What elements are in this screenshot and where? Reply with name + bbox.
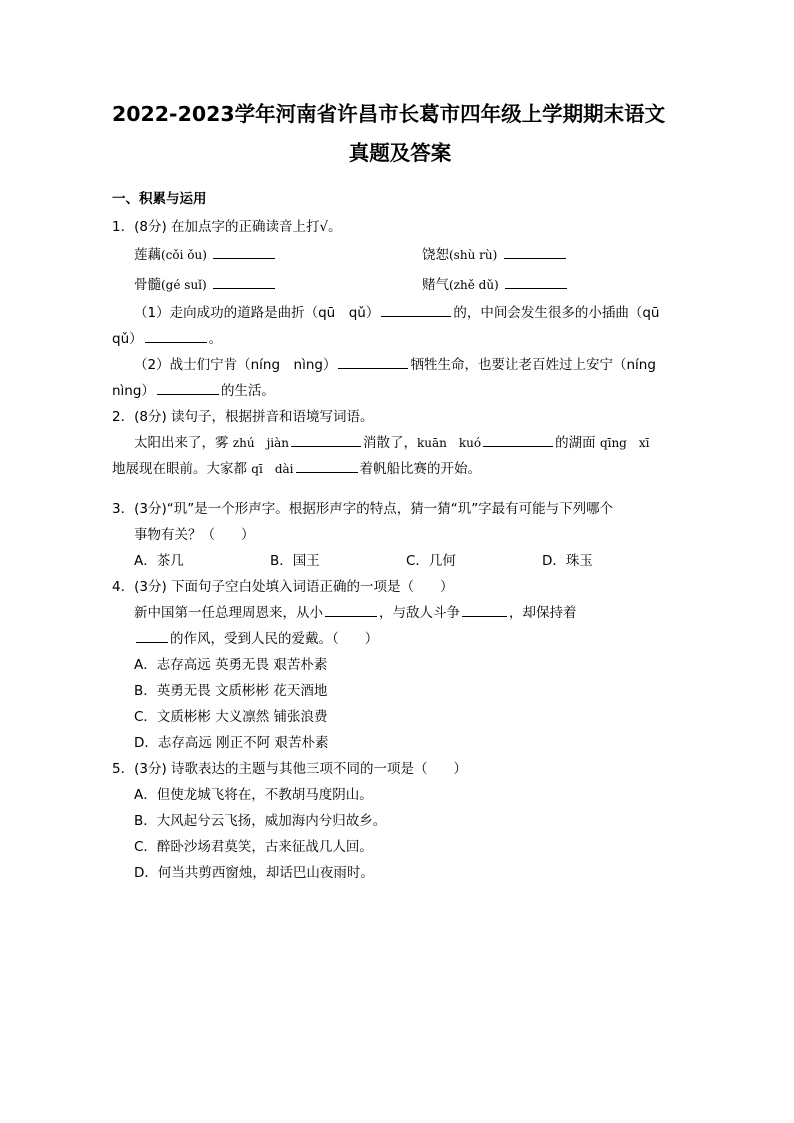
pinyin-word: 饶恕 xyxy=(422,247,449,263)
option-c[interactable]: C．醉卧沙场君莫笑，古来征战几人回。 xyxy=(134,839,373,855)
page-title-line-2: 真题及答案 xyxy=(348,141,452,165)
q3-stem-tail-text: 事物有关？（ xyxy=(134,527,215,543)
option-b[interactable]: B．大风起兮云飞扬，威加海内兮归故乡。 xyxy=(134,813,387,829)
question-5-stem xyxy=(112,756,688,782)
q4-text-d: 的作风，受到人民的爱戴。（ xyxy=(170,631,339,647)
option-a[interactable]: A．但使龙城飞将在，不教胡马度阴山。 xyxy=(134,787,373,803)
answer-blank[interactable] xyxy=(483,434,553,447)
pinyin-word: 赌气 xyxy=(422,277,449,293)
question-3-stem-line-2 xyxy=(112,522,688,548)
question-3 xyxy=(112,496,688,574)
q4-text-b: ，与敌人斗争 xyxy=(379,605,460,621)
answer-blank[interactable] xyxy=(325,604,377,617)
q4-paren-close-2: ） xyxy=(364,631,379,647)
sub-2-text-b: 牺牲生命，也要让老百姓过上安宁（níng xyxy=(410,357,656,373)
q2-pinyin-4: qī dài xyxy=(251,462,294,476)
q2-text-d: 地展现在眼前。大家都 xyxy=(112,461,247,477)
question-1-sub-2-cont xyxy=(112,378,688,404)
answer-blank[interactable] xyxy=(462,604,507,617)
answer-blank[interactable] xyxy=(505,276,567,289)
question-1-sub-1-cont xyxy=(112,326,688,352)
option-d[interactable]: D．何当共剪西窗烛，却话巴山夜雨时。 xyxy=(134,865,374,881)
question-3-stem-line-1: 3．(3分)“玑”是一个形声字。根据形声字的特点，猜一猜“玑”字最有可能与下列哪个 xyxy=(112,501,614,517)
question-4-body-line-2 xyxy=(112,626,688,652)
question-4-body-line-1 xyxy=(112,600,688,626)
answer-blank[interactable] xyxy=(504,246,566,259)
question-2 xyxy=(112,404,688,482)
q2-text-b: 消散了， xyxy=(363,435,418,451)
pinyin-cell xyxy=(422,240,710,270)
answer-blank[interactable] xyxy=(145,330,207,343)
sub-2-text-d: 的生活。 xyxy=(220,383,275,399)
option-d[interactable]: D．珠玉 xyxy=(542,553,593,569)
answer-blank[interactable] xyxy=(213,276,275,289)
pinyin-cell xyxy=(134,270,422,300)
q4-paren-close: ） xyxy=(440,579,454,595)
question-4 xyxy=(112,574,688,756)
section-heading: 一、积累与运用 xyxy=(112,191,207,207)
option-c[interactable]: C．几何 xyxy=(406,553,456,569)
question-2-stem: 2．(8分) 读句子，根据拼音和语境写词语。 xyxy=(112,409,374,425)
sub-1-text-c: qǔ） xyxy=(112,331,143,347)
pinyin-word: 莲藕 xyxy=(134,247,161,263)
sub-1-text-d: 。 xyxy=(208,331,223,347)
option-a[interactable]: A．茶几 xyxy=(134,553,184,569)
q2-text-a: 太阳出来了，雾 xyxy=(134,435,229,451)
question-5 xyxy=(112,756,688,886)
q4-text-c: ，却保持着 xyxy=(509,605,577,621)
page-title-line-1: 2022-2023学年河南省许昌市长葛市四年级上学期期末语文 xyxy=(112,102,666,126)
q3-paren-close: ） xyxy=(241,527,255,543)
question-1 xyxy=(112,214,688,404)
answer-blank[interactable] xyxy=(291,434,361,447)
option-c[interactable]: C．文质彬彬 大义凛然 铺张浪费 xyxy=(134,709,328,725)
pinyin-reading: (cǒi ǒu) xyxy=(161,248,207,262)
sub-2-text-c: nìng） xyxy=(112,383,155,399)
question-3-options xyxy=(112,548,688,574)
q5-paren-close: ） xyxy=(453,761,468,777)
question-5-options xyxy=(112,782,688,886)
sub-1-text-a: （1）走向成功的道路是曲折（qū qǔ） xyxy=(134,305,380,321)
answer-blank[interactable] xyxy=(213,246,275,259)
sub-1-text-b: 的，中间会发生很多的小插曲（qū xyxy=(453,305,660,321)
sub-2-text-a: （2）战士们宁肯（níng nìng） xyxy=(134,357,337,373)
option-d[interactable]: D．志存高远 刚正不阿 艰苦朴素 xyxy=(134,735,329,751)
question-1-sub-2 xyxy=(112,352,688,378)
pinyin-reading: (shù rù) xyxy=(449,248,498,262)
q2-pinyin-3: qīng xī xyxy=(599,436,650,450)
q5-stem-text: 5．(3分) 诗歌表达的主题与其他三项不同的一项是（ xyxy=(112,761,428,777)
page-title xyxy=(112,95,688,173)
spacer xyxy=(112,482,688,496)
pinyin-cell xyxy=(422,270,710,300)
pinyin-row xyxy=(134,240,688,270)
q2-pinyin-1: zhú jiàn xyxy=(232,436,290,450)
question-1-sub-1 xyxy=(112,300,688,326)
q4-stem-text: 4．(3分) 下面句子空白处填入词语正确的一项是（ xyxy=(112,579,415,595)
pinyin-reading: (zhě dǔ) xyxy=(449,278,499,292)
page-content xyxy=(112,95,688,886)
question-2-line-2 xyxy=(112,456,688,482)
option-b[interactable]: B．英勇无畏 文质彬彬 花天酒地 xyxy=(134,683,328,699)
answer-blank[interactable] xyxy=(338,356,408,369)
question-4-options xyxy=(112,652,688,756)
q2-text-e: 着帆船比赛的开始。 xyxy=(359,461,481,477)
question-1-stem: 1．(8分) 在加点字的正确读音上打√。 xyxy=(112,219,342,235)
pinyin-row xyxy=(134,270,688,300)
q2-pinyin-2: kuān kuó xyxy=(417,436,482,450)
q4-text-a: 新中国第一任总理周恩来，从小 xyxy=(134,605,323,621)
option-b[interactable]: B．国王 xyxy=(270,553,320,569)
pinyin-reading: (gé suǐ) xyxy=(161,278,207,292)
answer-blank[interactable] xyxy=(136,630,168,643)
pinyin-word: 骨髓 xyxy=(134,277,161,293)
option-a[interactable]: A．志存高远 英勇无畏 艰苦朴素 xyxy=(134,657,328,673)
answer-blank[interactable] xyxy=(381,304,451,317)
question-1-pinyin-grid xyxy=(112,240,688,300)
pinyin-cell xyxy=(134,240,422,270)
answer-blank[interactable] xyxy=(296,460,358,473)
q2-text-c: 的湖面 xyxy=(555,435,596,451)
answer-blank[interactable] xyxy=(157,382,219,395)
question-2-line-1 xyxy=(112,430,688,456)
question-4-stem xyxy=(112,574,688,600)
